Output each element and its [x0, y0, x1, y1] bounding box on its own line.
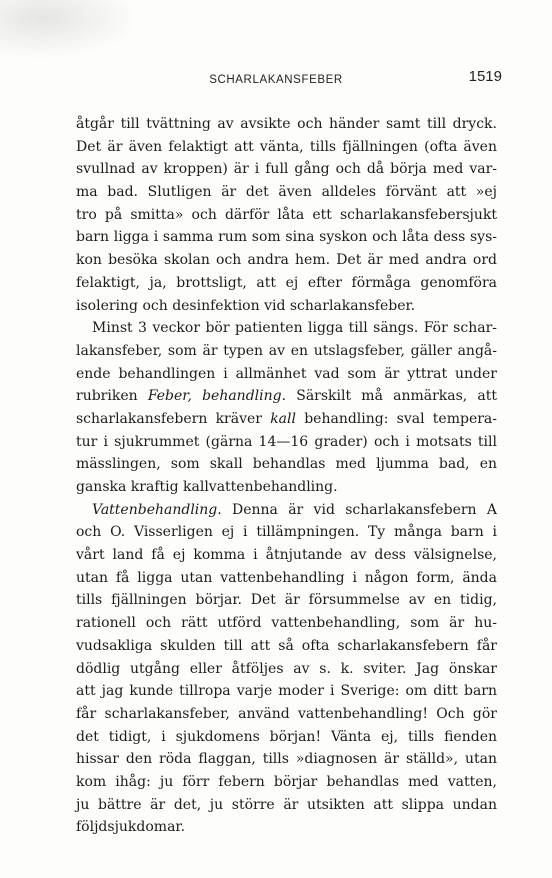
text-line: det tidigt, i sjukdomens början! Vänta ej, tills fienden	[76, 728, 497, 745]
text-line: och O. Visserligen ej i tillämpningen. Ty många barn i	[76, 524, 497, 541]
text-line: barn ligga i samma rum som sina syskon och låta dess sys-	[76, 229, 497, 246]
text-line: ganska kraftig kallvattenbehandling.	[76, 479, 338, 495]
text-line: Minst 3 veckor bör patienten ligga till sängs. För schar-	[92, 320, 497, 337]
page-header	[0, 68, 552, 92]
text-line: tills fjällningen börjar. Det är försummelse av en tidig,	[76, 592, 497, 609]
text-line: rationell och rätt utförd vattenbehandling, som är hu-	[76, 615, 497, 632]
text-line: rubriken Feber, behandling. Särskilt må anmärkas, att	[76, 388, 498, 405]
text-line: vudsakliga skulden till att så ofta scharlakansfebern får	[76, 637, 497, 654]
text-line: utan få ligga utan vattenbehandling i någon form, ända	[76, 569, 497, 586]
text-line: svullnad av kroppen) är i full gång och då börja med var-	[76, 161, 497, 178]
text-line: får scharlakansfeber, använd vattenbehandling! Och gör	[76, 705, 497, 722]
text-line: följdsjukdomar.	[76, 819, 186, 836]
text-line: vårt land få ej komma i åtnjutande av dess välsignelse,	[76, 547, 497, 564]
body-text	[76, 113, 497, 839]
text-line: isolering och desinfektion vid scharlakansfeber.	[76, 297, 416, 314]
text-line: kom ihåg: ju förr febern börjar behandlas med vatten,	[76, 773, 497, 790]
text-line: ju bättre är det, ju större är utsikten att slippa undan	[76, 796, 497, 813]
text-line: mässlingen, som skall behandlas med ljumma bad, en	[76, 456, 497, 473]
text-line: hissar den röda flaggan, tills »diagnosen är ställd», utan	[76, 751, 497, 768]
text-line: att jag kunde tillropa varje moder i Sverige: om ditt barn	[76, 683, 497, 700]
page-smudge	[0, 0, 140, 60]
text-line: lakansfeber, som är typen av en utslagsfeber, gäller angå-	[76, 342, 497, 359]
text-line: scharlakansfebern kräver kall behandling: sval tempera-	[76, 410, 497, 427]
running-head: SCHARLAKANSFEBER	[209, 74, 343, 86]
text-line: kon besöka skolan och andra hem. Det är med andra ord	[76, 252, 497, 269]
text-line: ma bad. Slutligen är det även alldeles förvänt att »ej	[76, 184, 497, 201]
text-line: Vattenbehandling. Denna är vid scharlakansfebern A	[92, 501, 497, 518]
text-line: ende behandlingen i allmänhet vad som är yttrat under	[76, 365, 497, 382]
text-line: dödlig utgång eller åtföljes av s. k. sviter. Jag önskar	[76, 660, 497, 677]
page-number: 1519	[468, 68, 502, 85]
text-line: tro på smitta» och därför låta ett scharlakansfebersjukt	[76, 206, 497, 223]
text-line: åtgår till tvättning av avsikte och händer samt till dryck.	[76, 116, 497, 132]
text-line: felaktigt, ja, brottsligt, att ej efter förmåga genomföra	[76, 274, 497, 291]
text-line: tur i sjukrummet (gärna 14—16 grader) och i motsats till	[76, 433, 497, 450]
text-line: Det är även felaktigt att vänta, tills fjällningen (ofta även	[76, 138, 497, 155]
